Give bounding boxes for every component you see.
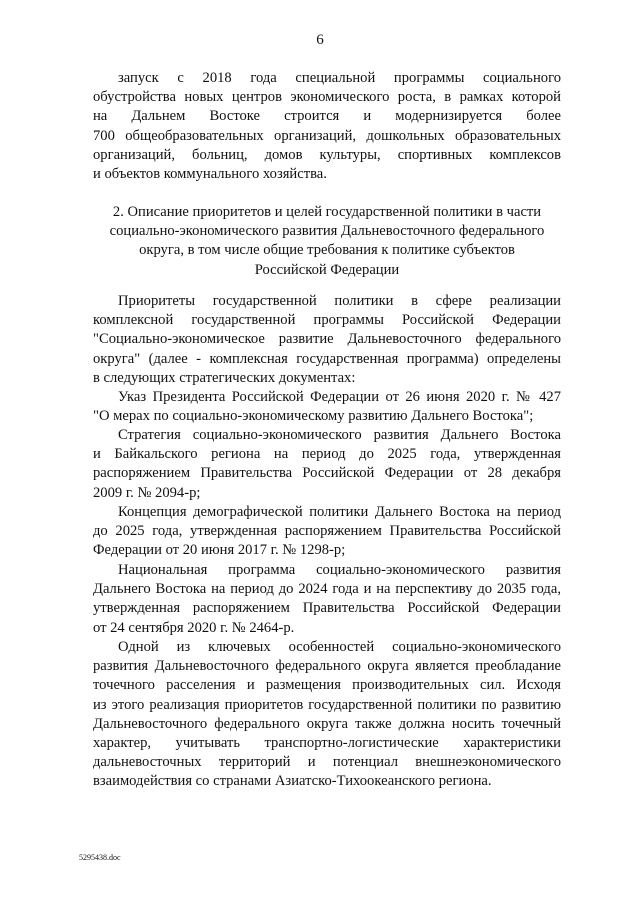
paragraph-decree <box>93 388 561 426</box>
text-line: взаимодействия со странами Азиатско-Тихоокеанского региона. <box>93 773 492 790</box>
text-line: "О мерах по социально-экономическому развитию Дальнего Востока"; <box>93 408 534 425</box>
text-line: округа" (далее - комплексная государственная программа) определены <box>93 350 561 367</box>
text-line: Дальнего Востока на период до 2024 года и на перспективу до 2035 года, <box>93 581 561 598</box>
text-line: из этого реализация приоритетов государственной политики по развитию <box>93 696 561 713</box>
text-line: развития Дальневосточного федерального округа является преобладание <box>93 658 561 675</box>
page-number: 6 <box>316 32 324 48</box>
heading-line: социально-экономического развития Дальневосточного федерального <box>109 223 545 240</box>
text-line: Одной из ключевых особенностей социально-экономического <box>118 639 561 655</box>
text-line: запуск с 2018 года специальной программы социального <box>118 70 561 86</box>
section-heading <box>93 203 561 280</box>
text-line: и Байкальского региона на период до 2025 года, утвержденная <box>93 446 561 463</box>
text-line: Указ Президента Российской Федерации от 26 июня 2020 г. № 427 <box>118 389 561 405</box>
heading-line: Российской Федерации <box>254 261 400 278</box>
text-line: 2009 г. № 2094-р; <box>93 484 201 501</box>
paragraph-priorities <box>93 292 561 388</box>
text-line: Национальная программа социально-экономического развития <box>118 562 561 578</box>
text-line: дальневосточных территорий и потенциал внешнеэкономического <box>93 754 561 771</box>
text-line: от 24 сентября 2020 г. № 2464-р. <box>93 619 295 636</box>
text-line: на Дальнем Востоке строится и модернизируется более <box>93 108 561 125</box>
paragraph-strategy <box>93 426 561 503</box>
text-line: Приоритеты государственной политики в сфере реализации <box>118 293 561 309</box>
text-line: в следующих стратегических документах: <box>93 369 356 386</box>
text-line: Концепция демографической политики Дальнего Востока на период <box>118 504 561 520</box>
paragraph-intro <box>93 69 561 184</box>
text-line: организаций, больниц, домов культуры, спортивных комплексов <box>93 146 561 163</box>
text-line: распоряжением Правительства Российской Федерации от 28 декабря <box>93 465 561 482</box>
paragraph-demographic <box>93 503 561 561</box>
text-line: точечного расселения и размещения производительных сил. Исходя <box>93 677 561 694</box>
text-line: до 2025 года, утвержденная распоряжением Правительства Российской <box>93 523 561 540</box>
text-line: "Социально-экономическое развитие Дальневосточного федерального <box>93 331 561 348</box>
heading-line: округа, в том числе общие требования к политике субъектов <box>139 242 515 259</box>
heading-line: 2. Описание приоритетов и целей государственной политики в части <box>112 204 542 220</box>
text-line: 700 общеобразовательных организаций, дошкольных образовательных <box>93 127 561 144</box>
paragraph-national <box>93 561 561 638</box>
text-line: Федерации от 20 июня 2017 г. № 1298-р; <box>93 542 346 559</box>
text-line: и объектов коммунального хозяйства. <box>93 165 327 182</box>
text-line: обустройства новых центров экономического роста, в рамках которой <box>93 89 561 106</box>
document-id: 5295438.doc <box>79 853 121 862</box>
text-line: комплексной государственной программы Российской Федерации <box>93 312 561 329</box>
text-line: Дальневосточного федерального округа также должна носить точечный <box>93 715 561 732</box>
paragraph-features <box>93 638 561 792</box>
text-line: утвержденная распоряжением Правительства Российской Федерации <box>93 600 561 617</box>
text-line: характер, учитывать транспортно-логистические характеристики <box>93 734 561 751</box>
text-line: Стратегия социально-экономического развития Дальнего Востока <box>118 427 561 443</box>
